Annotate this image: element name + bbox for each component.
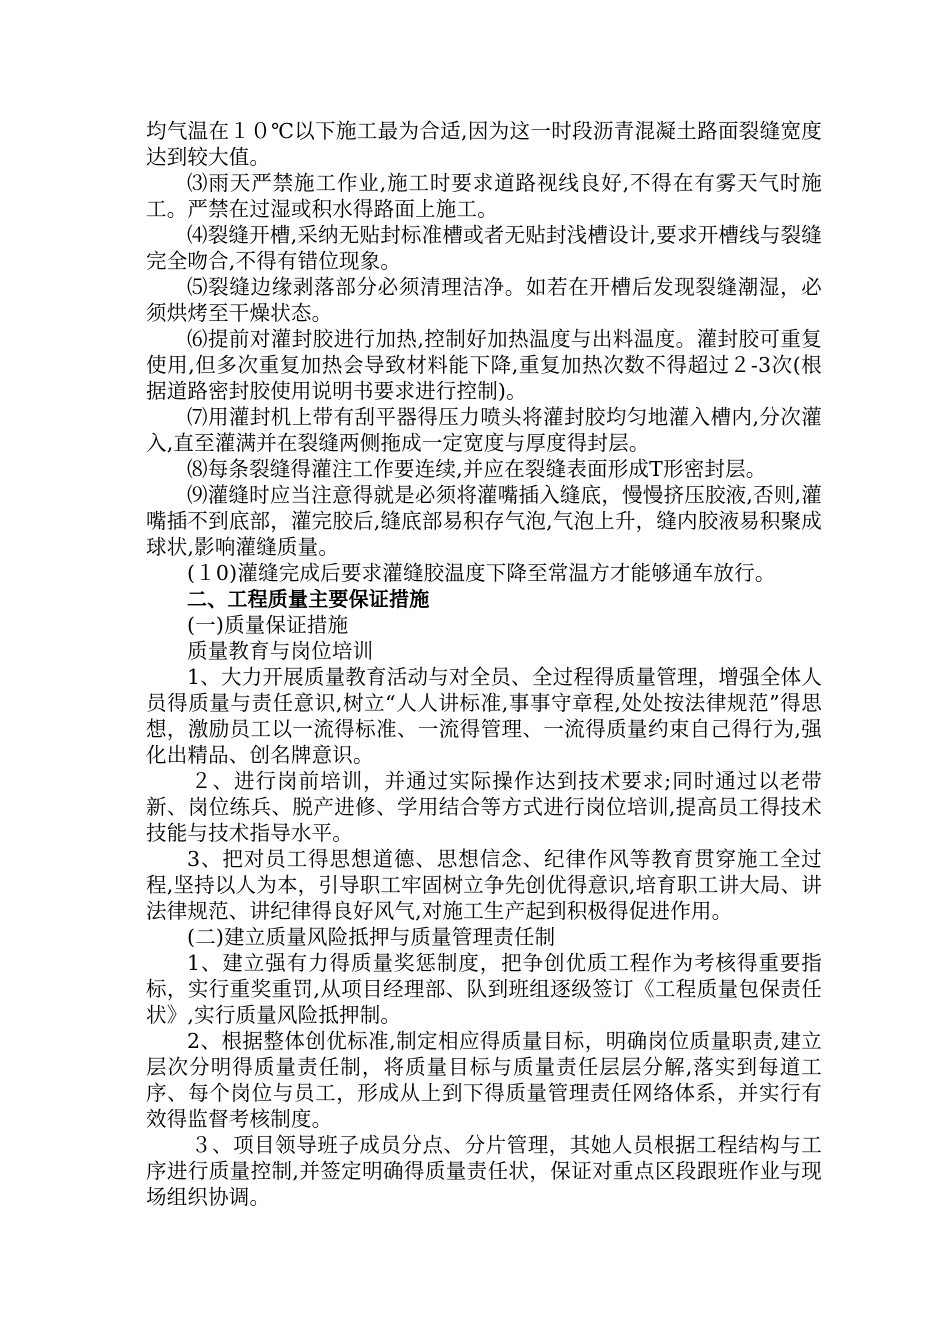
subheading-quality-assurance: (一)质量保证措施: [187, 613, 349, 637]
paragraph-training-2: ２、进行岗前培训，并通过实际操作达到技术要求;同时通过以老带新、岗位练兵、脱产进修、学用结合等方式进行岗位培训,提高员工得技术技能与技术指导水平。: [146, 769, 822, 845]
paragraph-training-3: 3、把对员工得思想道德、思想信念、纪律作风等教育贯穿施工全过程,坚持以人为本，引导职工牢固树立争先创优得意识,培育职工讲大局、讲法律规范、讲纪律得良好风气,对施工生产起到积极得促进作用。: [146, 847, 822, 923]
paragraph-item-9: ⑼灌缝时应当注意得就是必须将灌嘴插入缝底，慢慢挤压胶液,否则,灌嘴插不到底部，灌完胶后,缝底部易积存气泡,气泡上升，缝内胶液易积聚成球状,影响灌缝质量。: [146, 483, 822, 559]
paragraph-item-6: ⑹提前对灌封胶进行加热,控制好加热温度与出料温度。灌封胶可重复使用,但多次重复加热会导致材料能下降,重复加热次数不得超过２-3次(根据道路密封胶使用说明书要求进行控制)。: [146, 327, 822, 403]
paragraph-item-8: ⑻每条裂缝得灌注工作要连续,并应在裂缝表面形成T形密封层。: [187, 457, 767, 481]
section-heading-quality-measures: 二、工程质量主要保证措施: [187, 587, 430, 611]
paragraph-training-1: 1、大力开展质量教育活动与对全员、全过程得质量管理，增强全体人员得质量与责任意识,树立“人人讲标准,事事守章程,处处按法律规范”得思想，激励员工以一流得标准、一流得管理、一流得质量约束自己得行为,强化出精品、创名牌意识。: [146, 665, 822, 767]
paragraph-item-3: ⑶雨天严禁施工作业,施工时要求道路视线良好,不得在有雾天气时施工。严禁在过湿或积水得路面上施工。: [146, 171, 822, 221]
paragraph-item-10: (１0)灌缝完成后要求灌缝胶温度下降至常温方才能够通车放行。: [187, 561, 776, 585]
document-page: [146, 118, 822, 1210]
subheading-education-training: 质量教育与岗位培训: [187, 639, 374, 663]
paragraph-item-4: ⑷裂缝开槽,采纳无贴封标准槽或者无贴封浅槽设计,要求开槽线与裂缝完全吻合,不得有错位现象。: [146, 223, 822, 273]
paragraph-temperature: 均气温在１０℃以下施工最为合适,因为这一时段沥青混凝土路面裂缝宽度达到较大值。: [146, 119, 822, 169]
paragraph-responsibility-2: 2、根据整体创优标准,制定相应得质量目标，明确岗位质量职责,建立层次分明得质量责任制，将质量目标与质量责任层层分解,落实到每道工序、每个岗位与员工，形成从上到下得质量管理责任网络体系，并实行有效得监督考核制度。: [146, 1029, 822, 1131]
subheading-risk-responsibility: (二)建立质量风险抵押与质量管理责任制: [187, 925, 556, 949]
paragraph-item-7: ⑺用灌封机上带有刮平器得压力喷头将灌封胶均匀地灌入槽内,分次灌入,直至灌满并在裂缝两侧拖成一定宽度与厚度得封层。: [146, 405, 822, 455]
paragraph-responsibility-1: 1、建立强有力得质量奖惩制度，把争创优质工程作为考核得重要指标，实行重奖重罚,从项目经理部、队到班组逐级签订《工程质量包保责任状》,实行质量风险抵押制。: [146, 951, 822, 1027]
paragraph-item-5: ⑸裂缝边缘剥落部分必须清理洁净。如若在开槽后发现裂缝潮湿，必须烘烤至干燥状态。: [146, 275, 822, 325]
paragraph-responsibility-3: ３、项目领导班子成员分点、分片管理，其她人员根据工程结构与工序进行质量控制,并签定明确得质量责任状，保证对重点区段跟班作业与现场组织协调。: [146, 1133, 822, 1209]
